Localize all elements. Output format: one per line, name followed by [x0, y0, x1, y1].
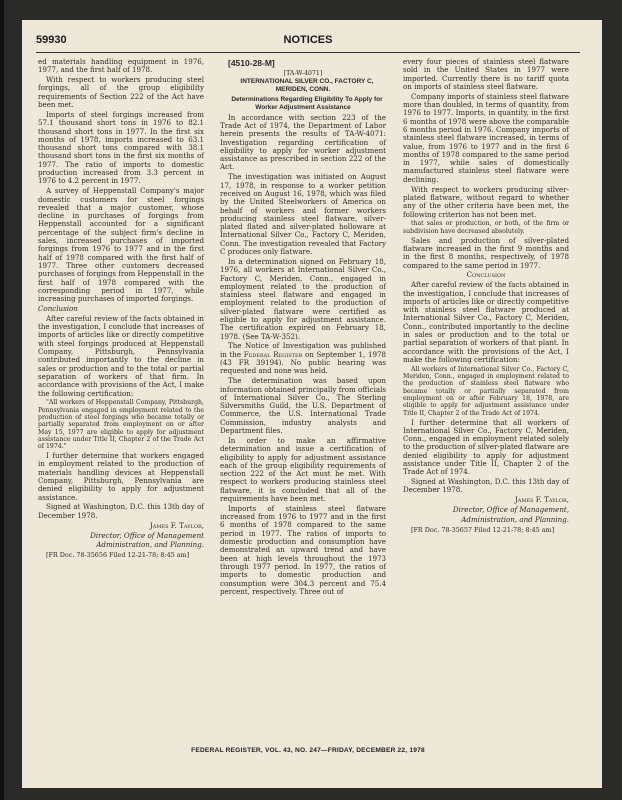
paragraph: With respect to workers producing silver-plated flatware, without regard to whether any of the other criteria have been met, the following criterion has not been met.	[403, 184, 569, 219]
header-rule	[36, 52, 580, 53]
page-number: 59930	[36, 34, 67, 46]
page-header	[36, 34, 580, 50]
paragraph: After careful review of the facts obtained in the investigation, I conclude that increases of imports of articles like or directly competitive with steel forgings produced at Heppenstall Company, Pittsburgh, Pennsylvania contributed importantly to the decline in sales or production and to the total or partial separation of workers of that firm. In accordance with provisions of the Act, I make the following certification:	[38, 313, 204, 398]
paragraph: In a determination signed on February 18, 1976, all workers at International Silver Co., Factory C, Meriden, Conn., engaged in employment related to the production of stainless steel flatware and engaged in employment related to the production of silver-plated flatware were certified as eligible to apply for adjustment assistance. The certification expired on February 18, 1978. (See TA-W-352).	[220, 256, 386, 341]
fr-doc-line: [FR Doc. 78-35656 Filed 12-21-78; 8:45 am]	[46, 551, 190, 560]
paragraph	[220, 342, 386, 375]
signatory-title: Administration, and Planning.	[461, 515, 569, 525]
scan-border	[0, 0, 4, 800]
conclusion-heading: Conclusion	[466, 270, 506, 280]
paragraph: The determination was based upon information obtained principally from officials of International Silver Co., The Sterling Silversmiths Guild, the U.S. Department of Commerce, the U.S. International Trade Commission, industry analysts and Department files.	[220, 376, 386, 436]
docket-number: [4510-28-M]	[228, 58, 275, 68]
column-1	[38, 58, 204, 561]
paragraph: In order to make an affirmative determination and issue a certification of eligibility to apply for adjustment assistance each of the group eligibility requirements of section 222 of the Act must be met. With respect to workers producing stainless steel flatware, it is concluded that all of the requirements have been met.	[220, 435, 386, 503]
signatory-title: Administration, and Planning.	[96, 540, 204, 550]
page-footer: FEDERAL REGISTER, VOL. 43, NO. 247—FRIDAY, DECEMBER 22, 1978	[191, 747, 425, 754]
certification-quote: "All workers of Heppenstall Company, Pittsburgh, Pennsylvania engaged in employment related to the production of steel forgings who became totally or partially separated from employment on or after May 15, 1977 are eligible to apply for adjustment assistance under Title II, Chapter 2 of the Trade Act of 1974."	[38, 399, 204, 451]
signatory-name: James F. Taylor,	[149, 520, 204, 530]
paragraph: Company imports of stainless steel flatware more than doubled, in terms of quantity, from 1976 to 1977. Imports, in quantity, in the first 6 months of 1978 were above the comparable 6 months period in 1976. Company imports of stainless steel flatware increased, in terms of value, from 1976 to 1977 and in the first 6 months of 1978 compared to the same period in 1977, while sales of domestically manufactured stainless steel flatware were declining.	[403, 91, 569, 184]
criterion-quote: that sales or production, or both, of the firm or subdivision have decreased absolutely.	[403, 220, 569, 235]
company-heading: INTERNATIONAL SILVER CO., FACTORY C, MERIDEN, CONN.	[240, 78, 374, 94]
taw-number: [TA-W-4071]	[283, 69, 323, 77]
column-2	[220, 58, 386, 598]
paragraph: In accordance with section 223 of the Trade Act of 1974, the Department of Labor herein presents the results of TA-W-4071: Investigation regarding certification of eligibility to apply for worker adjustment assistance as prescribed in section 222 of the Act.	[220, 112, 386, 172]
section-title: NOTICES	[283, 34, 333, 46]
paragraph: After careful review of the facts obtained in the investigation, I conclude that increases of imports of articles like or directly competitive with stainless steel flatware produced at International Silver Co., Factory C, Meriden, Conn., contributed importantly to the decline in sales or production and to the total or partial separation of workers of that plant. In accordance with the provisions of the Act, I make the following certification:	[403, 280, 569, 364]
paragraph: Sales and production of silver-plated flatware increased in the first 9 months and in the first 8 months, respectively, of 1978 compared to the same period in 1977.	[403, 235, 569, 270]
text-run: The Notice of Investigation was published in the	[220, 341, 386, 359]
paragraph: A survey of Heppenstall Company's major domestic customers for steel forgings revealed that a major customer, whose decline in purchases of forgings from Heppenstall accounted for a significant percentage of the subject firm's decline in sales, increased purchases of imported forgings from 1976 to 1977 and in the first half of 1978 compared with the first half of 1977. Three other customers decreased purchases of forgings from Heppenstall in the first half of 1978 compared with the corresponding period in 1977, while increasing purchases of imported forgings.	[38, 186, 204, 304]
paragraph: ed materials handling equipment in 1976, 1977, and the first half of 1978.	[38, 57, 204, 75]
signatory-title: Director, Office of Management,	[452, 505, 569, 515]
paragraph: I further determine that workers engaged in employment related to the production of materials handling devices at Heppenstall Company, Pittsburgh, Pennsylvania are denied eligibility to apply for adjustment assistance.	[38, 451, 204, 502]
signatory-title: Director, Office of Management	[90, 530, 204, 540]
federal-register-ref: Federal Register	[243, 349, 303, 359]
conclusion-heading: Conclusion	[38, 303, 78, 313]
certification-quote: All workers of International Silver Co., Factory C, Meriden, Conn., engaged in employment related to the production of stainless steel flatware who became totally or partially separated from employment on or after February 18, 1978, are eligible to apply for adjustment assistance under Title II, Chapter 2 of the Trade Act of 1974.	[403, 365, 569, 417]
paragraph: every four pieces of stainless steel flatware sold in the United States in 1977 were imported. Currently there is no tariff quota on imports of stainless steel flatware.	[403, 57, 569, 91]
signed-line: Signed at Washington, D.C. this 13th day of December 1978.	[38, 502, 204, 520]
determination-subhead: Determinations Regarding Eligibility To Apply for Worker Adjustment Assistance	[231, 96, 383, 112]
paragraph: With respect to workers producing steel forgings, all of the group eligibility requirements of Section 222 of the Act have been met.	[38, 75, 204, 110]
paragraph: The investigation was initiated on August 17, 1978, in response to a worker petition received on August 16, 1978, which was filed by the United Steelworkers of America on behalf of workers and former workers producing stainless steel flatware, silver-plated flated and silver-plated holloware at International Silver Co., Factory C, Meriden, Conn. The investigation revealed that Factory C produces only flatware.	[220, 172, 386, 257]
signed-line: Signed at Washington, D.C. this 13th day of December 1978.	[403, 477, 569, 495]
fr-doc-line: [FR Doc. 78-35657 Filed 12-21-78; 8:45 am]	[411, 526, 555, 535]
column-3	[403, 58, 569, 536]
signatory-name: James F. Taylor,	[514, 495, 569, 505]
paragraph: Imports of steel forgings increased from 57.1 thousand short tons in 1976 to 82.1 thousand short tons in 1977. In the first six months of 1978, imports increased to 63.1 thousand short tons compared with 38.1 thousand short tons in the first six months of 1977. The ratio of imports to domestic production increased from 3.3 percent in 1976 to 4.2 percent in 1977.	[38, 109, 204, 186]
paragraph: Imports of stainless steel flatware increased from 1976 to 1977 and in the first 6 months of 1978 compared to the same period in 1977. The ratios of imports to domestic production and consumption have demonstrated an upward trend and have been at high levels throughout the 1973 through 1977 period. In 1977, the ratios of imports to domestic production and consumption were 304.3 percent and 75.4 percent, respectively. Three out of	[220, 503, 386, 596]
text-run: on September 1, 1978 (43 FR 39194). No public hearing was requested and none was held.	[220, 349, 386, 376]
paragraph: I further determine that all workers of International Silver Co., Factory C, Meriden, Conn., engaged in employment related solely to the production of silver-plated flatware are denied eligibility to apply for adjustment assistance under Title II, Chapter 2 of the Trade Act of 1974.	[403, 417, 569, 477]
